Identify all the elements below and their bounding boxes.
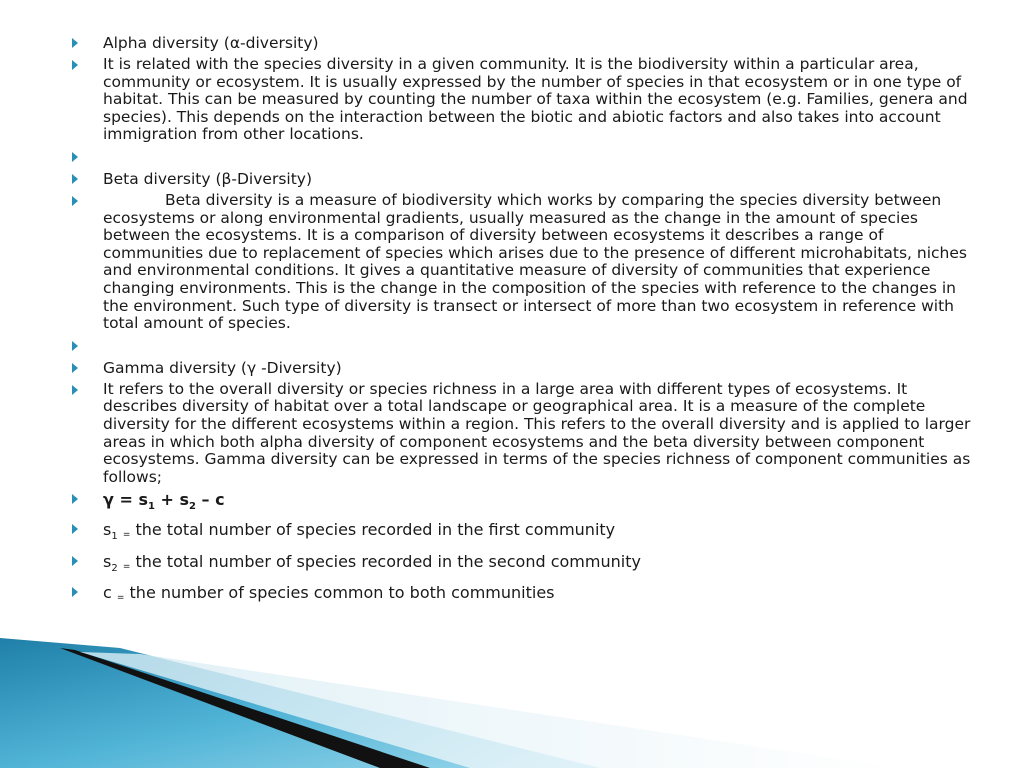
definition-s2: $s_2$ = the total number of species recorded in the second community bbox=[103, 551, 641, 574]
gamma-heading: Gamma diversity (γ -Diversity) bbox=[103, 358, 342, 377]
bullet-arrow-icon bbox=[72, 196, 78, 206]
bullet-arrow-icon bbox=[72, 494, 78, 504]
bullet-arrow-icon bbox=[72, 556, 78, 566]
bullet-arrow-icon bbox=[72, 385, 78, 395]
bullet-arrow-icon bbox=[72, 341, 78, 351]
list-item bbox=[72, 381, 972, 487]
list-item bbox=[72, 583, 972, 608]
list-item bbox=[72, 56, 972, 144]
bullet-arrow-icon bbox=[72, 363, 78, 373]
list-item bbox=[72, 359, 972, 377]
bullet-arrow-icon bbox=[72, 587, 78, 597]
list-item bbox=[72, 552, 972, 579]
bullet-arrow-icon bbox=[72, 38, 78, 48]
beta-text-block bbox=[103, 192, 972, 333]
bullet-arrow-icon bbox=[72, 152, 78, 162]
list-item bbox=[72, 170, 972, 188]
gamma-formula: $\gamma = s_1 + s_2 - c$ bbox=[103, 490, 225, 513]
bullet-arrow-icon bbox=[72, 60, 78, 70]
list-item-empty bbox=[72, 337, 972, 355]
decorative-swoosh bbox=[0, 638, 1024, 768]
definition-s1: $s_1$ = the total number of species recorded in the first community bbox=[103, 520, 616, 543]
list-item bbox=[72, 192, 972, 333]
beta-heading: Beta diversity (β-Diversity) bbox=[103, 169, 312, 188]
bullet-list bbox=[72, 34, 972, 612]
definition-c: c = the number of species common to both communities bbox=[103, 582, 555, 603]
gamma-text: It refers to the overall diversity or species richness in a large area with different types of ecosystems. It describes diversity of habitat over a total landscape or geographical area. It is a measure of the complete diversity for the different ecosystems within a region. This refers to the overall diversity and is applied to larger areas in which both alpha diversity of component ecosystems and the beta diversity between component ecosystems. Gamma diversity can be expressed in terms of the species richness of component communities as follows; bbox=[103, 379, 971, 486]
list-item bbox=[72, 34, 972, 52]
alpha-text: It is related with the species diversity in a given community. It is the biodiversity within a particular area, community or ecosystem. It is usually expressed by the number of species in that ecosystem or in one type of habitat. This can be measured by counting the number of taxa within the ecosystem (e.g. Families, genera and species). This depends on the interaction between the biotic and abiotic factors and also takes into account immigration from other locations. bbox=[103, 55, 968, 144]
bullet-arrow-icon bbox=[72, 524, 78, 534]
list-item bbox=[72, 520, 972, 547]
alpha-heading: Alpha diversity (α-diversity) bbox=[103, 34, 319, 52]
list-item-empty bbox=[72, 148, 972, 166]
beta-text: Beta diversity is a measure of biodiversity which works by comparing the species diversity between ecosystems or along environmental gradients, usually measured as the change in the amount of species between the ecosystems. It is a comparison of diversity between ecosystems it describes a range of communities due to replacement of species which arises due to the presence of different microhabitats, niches and environmental conditions. It gives a quantitative measure of diversity of communities that experience changing environments. This is the change in the composition of the species with reference to the changes in the environment. Such type of diversity is transect or intersect of more than two ecosystem in reference with total amount of species. bbox=[103, 190, 967, 333]
bullet-arrow-icon bbox=[72, 174, 78, 184]
list-item bbox=[72, 490, 972, 516]
